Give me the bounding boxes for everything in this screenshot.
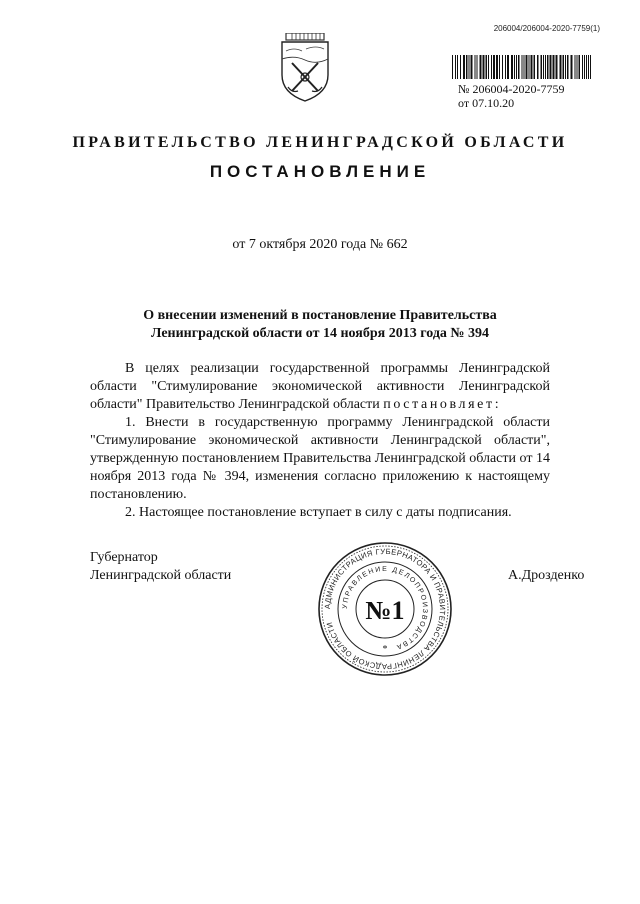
signatory-name: А.Дрозденко <box>508 568 585 583</box>
government-title: ПРАВИТЕЛЬСТВО ЛЕНИНГРАДСКОЙ ОБЛАСТИ <box>72 134 568 151</box>
resolution-subject <box>90 307 550 343</box>
item-2-paragraph: 2. Настоящее постановление вступает в силу с даты подписания. <box>125 505 512 520</box>
subject-line-2: Ленинградской области от 14 ноября 2013 года № 394 <box>151 326 489 341</box>
coat-of-arms-emblem <box>276 33 334 103</box>
document-id: 206004/206004-2020-7759(1) <box>493 24 600 33</box>
svg-text:*: * <box>382 644 388 655</box>
document-type: ПОСТАНОВЛЕНИЕ <box>209 162 431 181</box>
svg-text:АДМИНИСТРАЦИЯ ГУБЕРНАТОРА И ПР: АДМИНИСТРАЦИЯ ГУБЕРНАТОРА И ПРАВИТЕЛЬСТВА ЛЕНИНГРАДСКОЙ ОБЛАСТИ <box>322 546 448 672</box>
resolution-body <box>90 360 550 522</box>
signatory-title-line-2: Ленинградской области <box>90 568 232 583</box>
preamble-paragraph <box>90 360 550 414</box>
barcode <box>452 55 592 79</box>
item-1-paragraph: 1. Внести в государственную программу Ленинградской области "Стимулирование экономической активности Ленинградской области", утвержденную постановлением Правительства Ленинградской области от 14 ноября 2013 года № 394, изменения согласно приложению к настоящему постановлению. <box>90 415 550 502</box>
preamble-text: В целях реализации государственной программы Ленинградской области "Стимулирование экономической активности Ленинградской области" Правительство Ленинградской области <box>90 361 550 412</box>
registration-number: № 206004-2020-7759 <box>458 82 565 96</box>
svg-text:УПРАВЛЕНИЕ ДЕЛОПРОИЗВОДСТВА: УПРАВЛЕНИЕ ДЕЛОПРОИЗВОДСТВА <box>341 565 429 651</box>
signatory-title <box>90 549 231 585</box>
svg-text:№1: №1 <box>365 596 405 625</box>
resolution-date-number: от 7 октября 2020 года № 662 <box>232 237 408 252</box>
registration-date: от 07.10.20 <box>458 96 515 110</box>
resolves-verb: постановляет: <box>383 397 502 412</box>
official-stamp <box>316 540 454 678</box>
signatory-title-line-1: Губернатор <box>90 550 158 565</box>
subject-line-1: О внесении изменений в постановление Правительства <box>143 308 497 323</box>
